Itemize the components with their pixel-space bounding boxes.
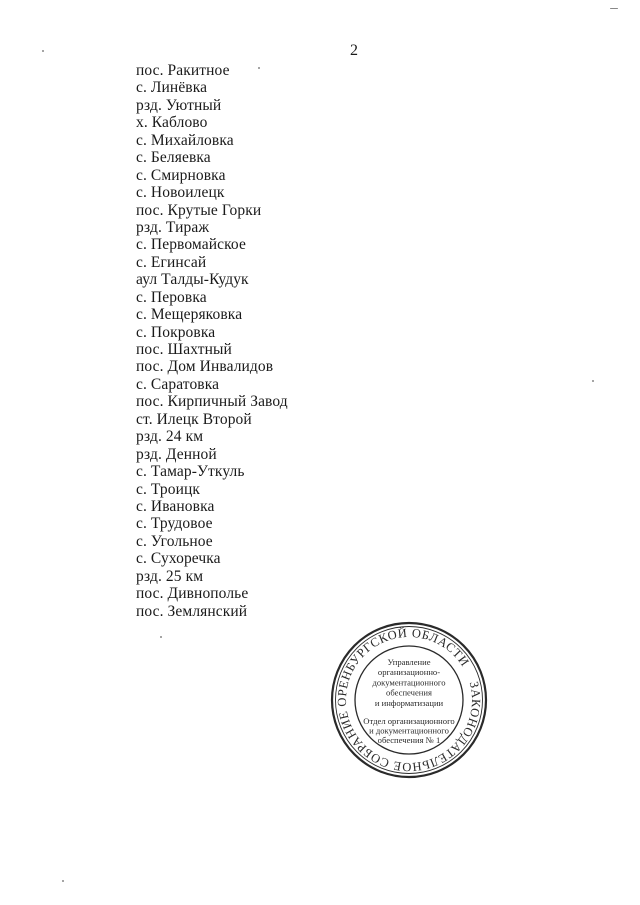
stamp-center-line: и информатизации	[374, 697, 444, 708]
stamp-center-line: обеспечения	[386, 687, 432, 698]
scan-speck	[592, 380, 594, 382]
scan-speck	[160, 636, 162, 638]
settlement-item: с. Линёвка	[136, 79, 208, 97]
settlement-item: пос. Шахтный	[136, 341, 232, 358]
stamp-bottom-line: обеспечения № 1	[377, 734, 441, 745]
official-stamp	[330, 621, 488, 779]
settlement-item: пос. Дом Инвалидов	[136, 358, 274, 376]
settlement-item: пос. Крутые Горки	[136, 201, 262, 219]
settlement-item: с. Трудовое	[136, 515, 213, 533]
scan-speck	[42, 50, 44, 52]
settlement-item: пос. Дивнополье	[136, 585, 249, 603]
settlement-item: пос. Землянский	[136, 602, 248, 620]
stamp-center-line: организационно-	[377, 667, 441, 678]
settlement-item: аул Талды-Кудук	[136, 271, 249, 289]
stamp-bottom-text	[363, 716, 454, 745]
settlement-item: с. Беляевка	[136, 149, 211, 167]
settlement-item: с. Новоилецк	[136, 184, 225, 202]
settlement-item: рзд. Денной	[136, 445, 217, 463]
page-number: 2	[350, 42, 358, 59]
settlement-item: с. Первомайское	[136, 236, 246, 254]
scan-speck	[258, 67, 260, 69]
settlement-item: с. Перовка	[136, 288, 207, 306]
settlement-item: с. Тамар-Уткуль	[136, 463, 245, 481]
settlement-list	[136, 62, 288, 620]
scan-speck	[62, 880, 64, 882]
settlement-item: рзд. 24 км	[136, 428, 204, 446]
stamp-center-text	[372, 657, 445, 708]
settlement-item: с. Мещеряковка	[136, 306, 243, 324]
settlement-item: с. Смирновка	[136, 166, 226, 184]
settlement-item: х. Каблово	[136, 114, 208, 132]
settlement-item: ст. Илецк Второй	[136, 410, 252, 428]
settlement-item: рзд. Тираж	[136, 218, 210, 236]
scan-speck	[610, 8, 618, 9]
stamp-bottom-line: и документационного	[369, 725, 449, 736]
settlement-item: с. Угольное	[136, 532, 213, 550]
stamp-ring-label: ЗАКОНОДАТЕЛЬНОЕ СОБРАНИЕ ОРЕНБУРГСКОЙ ОБЛАСТИ	[334, 625, 484, 775]
stamp-center-line: Управление	[387, 657, 431, 667]
settlement-item: с. Покровка	[136, 323, 216, 341]
settlement-item: с. Саратовка	[136, 375, 220, 393]
settlement-item: пос. Ракитное	[136, 62, 230, 79]
stamp-center-line: документационного	[372, 677, 446, 688]
settlement-item: рзд. 25 км	[136, 567, 204, 585]
settlement-item: рзд. Уютный	[136, 96, 222, 114]
settlement-item: с. Сухоречка	[136, 550, 221, 568]
settlement-item: с. Троицк	[136, 480, 201, 498]
settlement-item: с. Егинсай	[136, 253, 207, 271]
settlement-item: с. Михайловка	[136, 131, 234, 149]
settlement-item: пос. Кирпичный Завод	[136, 393, 288, 411]
stamp-bottom-line: Отдел организационного	[363, 716, 455, 726]
settlement-item: с. Ивановка	[136, 497, 215, 515]
